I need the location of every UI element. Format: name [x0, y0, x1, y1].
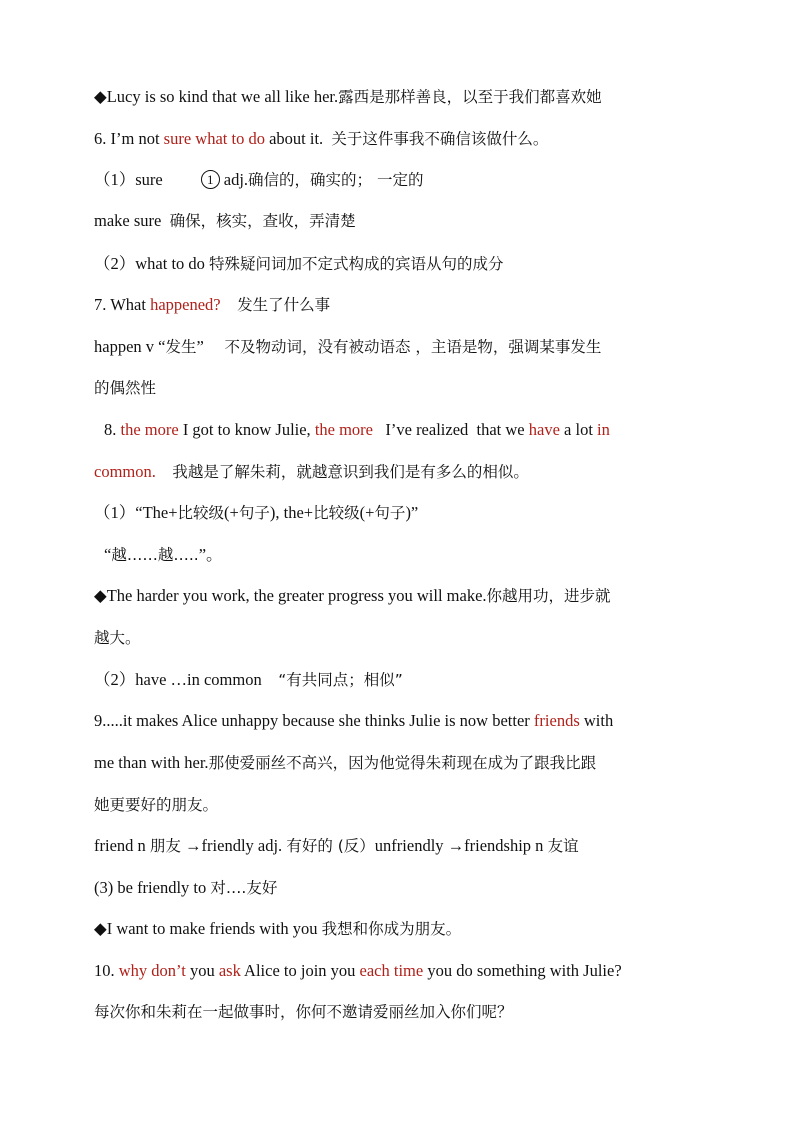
note-be-friendly-to: [94, 877, 277, 899]
text: ”: [196, 337, 204, 356]
text: （2）have …in common: [94, 670, 262, 689]
example-sentence-friends: [94, 918, 461, 940]
chinese-text: 发生了什么事: [237, 296, 331, 314]
chinese-text: 关于这件事我不确信该做什么。: [331, 130, 549, 148]
highlight-phrase: sure what to do: [163, 129, 265, 148]
text: →friendly adj.: [180, 836, 287, 855]
chinese-text: 句子: [238, 504, 270, 522]
highlight-phrase: why don’t: [118, 961, 186, 980]
chinese-text: 比较级: [177, 504, 225, 522]
chinese-text: 朋友: [149, 837, 181, 855]
text: （1）sure: [94, 170, 163, 189]
text: （1）“The+: [94, 503, 178, 522]
text: make sure: [94, 211, 162, 230]
diamond-bullet-icon: ◆: [94, 919, 107, 938]
note-make-sure: [94, 210, 356, 232]
text: about it.: [264, 129, 324, 148]
chinese-text: 友谊: [547, 837, 579, 855]
diamond-bullet-icon: ◆: [94, 87, 107, 106]
note-in-common: [94, 669, 403, 691]
item-10-translation: [94, 1001, 513, 1023]
example-sentence-harder: [94, 585, 611, 607]
circled-number-icon: 1: [201, 170, 220, 189]
text: unfriendly →friendship n: [374, 836, 548, 855]
item-9-translation: [94, 752, 596, 774]
english-text: Lucy is so kind that we all like her.: [106, 87, 339, 106]
chinese-text: 每次你和朱莉在一起做事时，你何不邀请爱丽丝加入你们呢？: [94, 1003, 513, 1021]
chinese-text: 特殊疑问词加不定式构成的宾语从句的成分: [209, 255, 504, 273]
note-what-to-do: [94, 253, 504, 275]
chinese-text: 对….友好: [210, 879, 278, 897]
chinese-text: 不及物动词，没有被动语态 ，主语是物，强调某事发生: [224, 338, 602, 356]
chinese-text: 确信的，确实的； 一定的: [248, 171, 424, 189]
note-friend-forms: [94, 835, 579, 857]
text: Alice to join you: [240, 961, 360, 980]
item-6-heading: [94, 128, 548, 150]
highlight-phrase: the more: [314, 420, 373, 439]
text: (+: [359, 503, 375, 522]
text: friend n: [94, 836, 150, 855]
highlight-phrase: ask: [218, 961, 241, 980]
english-text: I want to make friends with you: [106, 919, 318, 938]
text: you do something with Julie?: [423, 961, 622, 980]
highlight-phrase: in: [597, 420, 610, 439]
chinese-text: 她更要好的朋友。: [94, 796, 219, 814]
item-9-translation-cont: [94, 794, 218, 816]
highlight-phrase: happened?: [150, 295, 221, 314]
text: 6. I’m not: [94, 129, 164, 148]
item-10-heading: [94, 960, 622, 982]
item-9-heading: [94, 710, 613, 732]
text: )”: [405, 503, 419, 522]
text: 9.....it makes Alice unhappy because she thinks Julie is now better: [94, 711, 534, 730]
note-the-more-meaning: [104, 544, 223, 566]
text: happen v “: [94, 337, 166, 356]
text: adj.: [223, 170, 249, 189]
highlight-phrase: the more: [120, 420, 179, 439]
example-sentence-lucy: [94, 86, 602, 108]
text: I got to know Julie,: [178, 420, 315, 439]
note-happen: [94, 336, 601, 358]
text: ”。: [198, 545, 223, 564]
chinese-text: 的偶然性: [94, 379, 157, 397]
text: ), the+: [269, 503, 314, 522]
text: (+: [224, 503, 239, 522]
chinese-text: 你越用功，进步就: [486, 587, 611, 605]
chinese-text: 确保，核实，查收，弄清楚: [169, 212, 356, 230]
highlight-phrase: have: [528, 420, 560, 439]
text: （2）what to do: [94, 254, 205, 273]
text: with: [579, 711, 614, 730]
chinese-text: 我想和你成为朋友。: [321, 920, 462, 938]
item-7-heading: [94, 294, 330, 316]
english-text: The harder you work, the greater progress you will make.: [106, 586, 487, 605]
chinese-text: 比较级: [313, 504, 360, 522]
highlight-phrase: common.: [94, 462, 156, 481]
chinese-text: 那使爱丽丝不高兴，因为他觉得朱莉现在成为了跟我比跟: [208, 754, 597, 772]
example-sentence-harder-cont: [94, 627, 141, 649]
chinese-text: “有共同点；相似”: [278, 671, 403, 689]
text: a lot: [559, 420, 598, 439]
chinese-text: 我越是了解朱莉，就越意识到我们是有多么的相似。: [172, 463, 529, 481]
diamond-bullet-icon: ◆: [94, 586, 107, 605]
text: I’ve realized that we: [373, 420, 529, 439]
note-sure: [94, 169, 423, 191]
text: (3) be friendly to: [94, 878, 211, 897]
text: “: [104, 545, 112, 564]
note-happen-cont: [94, 377, 156, 399]
highlight-phrase: friends: [533, 711, 580, 730]
text: 8.: [104, 420, 121, 439]
text: you: [185, 961, 219, 980]
text: 10.: [94, 961, 119, 980]
text: me than with her.: [94, 753, 209, 772]
chinese-text: 有好的 (反）: [286, 837, 375, 855]
chinese-text: 越……越…..: [111, 546, 199, 564]
chinese-text: 发生: [165, 338, 197, 356]
chinese-text: 句子: [374, 504, 406, 522]
text: 7. What: [94, 295, 151, 314]
note-the-more-pattern: [94, 502, 418, 524]
item-8-translation: [94, 461, 529, 483]
item-8-heading: [104, 419, 610, 441]
chinese-text: 露西是那样善良，以至于我们都喜欢她: [338, 88, 602, 106]
highlight-phrase: each time: [359, 961, 424, 980]
chinese-text: 越大。: [94, 629, 141, 647]
